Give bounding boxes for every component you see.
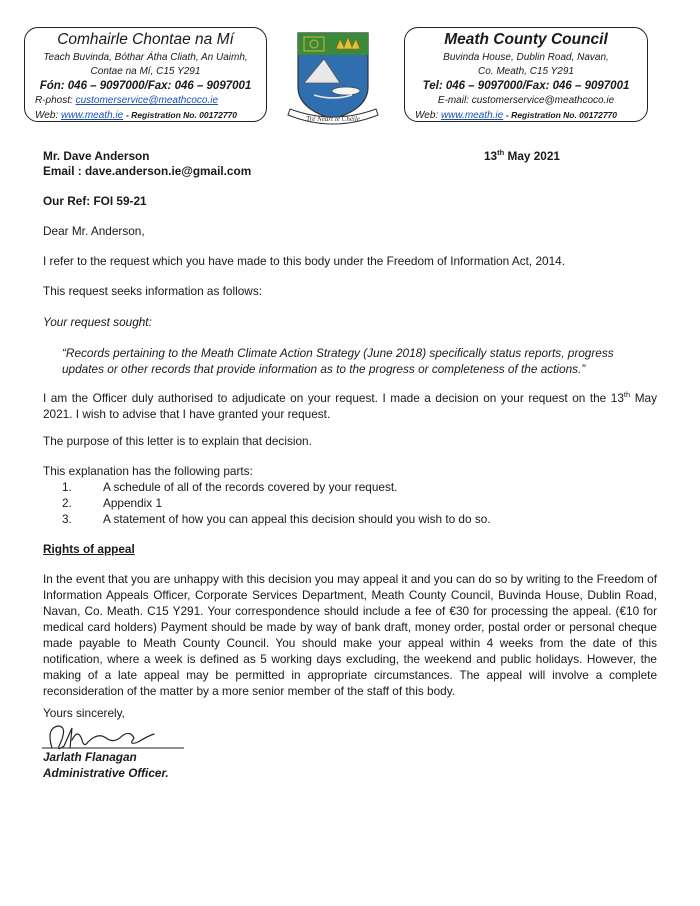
signatory-name: Jarlath Flanagan	[43, 750, 137, 764]
intro-paragraph: I refer to the request which you have made to this body under the Freedom of Information Act, 2014.	[43, 254, 565, 268]
web-line	[25, 108, 266, 123]
recipient-name: Mr. Dave Anderson	[43, 149, 150, 163]
phone-fax: Fón: 046 – 9097000/Fax: 046 – 9097001	[39, 80, 252, 92]
email-label: R-phost:	[35, 95, 73, 106]
signatory-title: Administrative Officer.	[43, 766, 169, 780]
address-line-1: Teach Buvinda, Bóthar Átha Cliath, An Uaimh,	[43, 52, 248, 63]
salutation: Dear Mr. Anderson,	[43, 224, 145, 238]
web-label: Web:	[415, 110, 439, 121]
address-line-2: Co. Meath, C15 Y291	[478, 66, 574, 77]
header-english-box	[404, 27, 648, 122]
our-reference: Our Ref: FOI 59-21	[43, 194, 147, 208]
header-irish-box	[24, 27, 267, 122]
closing: Yours sincerely,	[43, 706, 125, 720]
request-intro: This request seeks information as follows:	[43, 284, 262, 298]
purpose-paragraph: The purpose of this letter is to explain that decision.	[43, 434, 312, 448]
decision-date-suffix: th	[623, 390, 631, 400]
web-label: Web:	[35, 110, 59, 121]
list-number: 1.	[62, 480, 72, 494]
email-line	[25, 94, 266, 108]
address-line-1: Buvinda House, Dublin Road, Navan,	[443, 52, 609, 63]
list-number: 3.	[62, 512, 72, 526]
email-address[interactable]: customerservice@meathcoco.ie	[471, 95, 615, 106]
parts-intro: This explanation has the following parts:	[43, 464, 253, 478]
decision-text-a: I am the Officer duly authorised to adjudicate on your request. I made a decision on your request on the 13	[43, 391, 624, 405]
registration-number: - Registration No. 00172770	[125, 110, 237, 120]
registration-number: - Registration No. 00172770	[505, 110, 617, 120]
council-crest-icon	[284, 29, 382, 129]
web-line	[405, 108, 647, 123]
web-link[interactable]: www.meath.ie	[440, 110, 504, 121]
date-suffix: th	[497, 148, 505, 158]
email-label: E-mail:	[437, 95, 469, 106]
council-name-irish: Comhairle Chontae na Mí	[57, 31, 234, 48]
list-text: Appendix 1	[103, 496, 163, 510]
request-quote: “Records pertaining to the Meath Climate Action Strategy (June 2018) specifically status reports, progress updates or other records that provide information as to the progress or completeness of the actions.”	[62, 346, 614, 376]
decision-text-b: May 2021. I wish to advise that I have granted your request.	[43, 391, 657, 421]
email-link[interactable]: customerservice@meathcoco.ie	[75, 95, 219, 106]
request-heading: Your request sought:	[43, 315, 152, 329]
council-name-english: Meath County Council	[444, 31, 608, 48]
letter-date	[484, 149, 560, 163]
date-month-year: May 2021	[504, 149, 560, 163]
crest-motto: Tré Neart le Chéile	[306, 115, 360, 123]
list-text: A statement of how you can appeal this decision should you wish to do so.	[103, 512, 491, 526]
address-line-2: Contae na Mí, C15 Y291	[90, 66, 201, 77]
decision-paragraph	[43, 390, 657, 422]
list-text: A schedule of all of the records covered by your request.	[103, 480, 398, 494]
phone-fax: Tel: 046 – 9097000/Fax: 046 – 9097001	[422, 80, 630, 92]
list-number: 2.	[62, 496, 72, 510]
recipient-email: Email : dave.anderson.ie@gmail.com	[43, 164, 252, 178]
date-day: 13	[484, 149, 498, 163]
rights-of-appeal-heading: Rights of appeal	[43, 542, 135, 556]
web-link[interactable]: www.meath.ie	[60, 110, 124, 121]
email-line	[405, 94, 647, 108]
rights-of-appeal-body: In the event that you are unhappy with this decision you may appeal it and you can do so by writing to the Freedom of Information Appeals Officer, Corporate Services Department, Meath County Council, Buvinda House, Dublin Road, Navan, Co. Meath. C15 Y291. Your correspondence should include a fee of €30 for processing the appeal. (€10 for medical card holders) Payment should be made by way of bank draft, money order, postal order or personal cheque made payable to Meath County Council. You should make your appeal within 4 weeks from the date of this notification, where a week is defined as 5 working days excluding, the weekend and public holidays. However, the making of a late appeal may be permitted in appropriate circumstances. The appeal will involve a complete reconsideration of the matter by a more senior member of the staff of this body.	[43, 572, 657, 698]
